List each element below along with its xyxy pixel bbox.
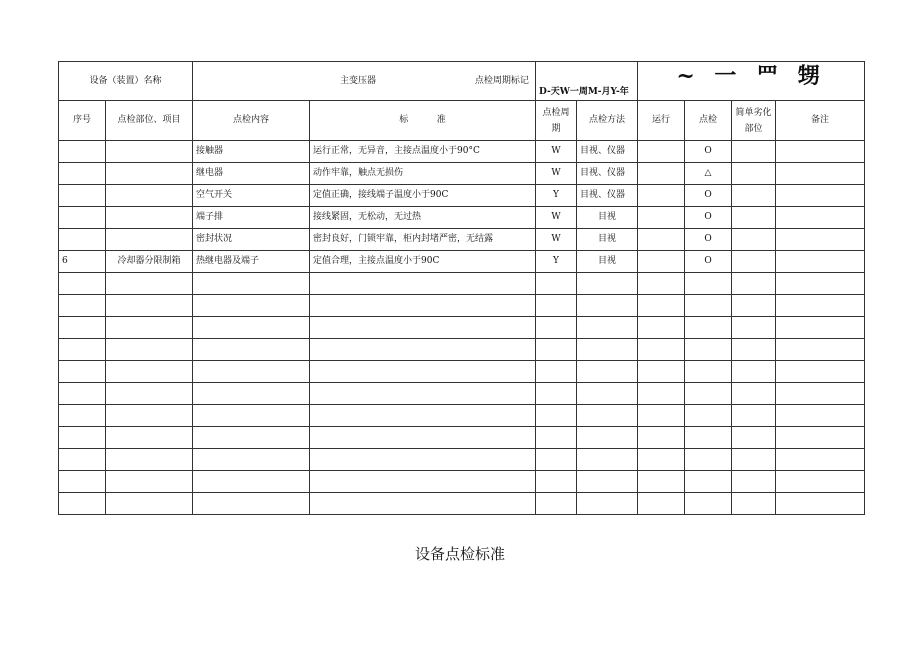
col-method: 点检方法 bbox=[577, 101, 638, 141]
column-header-row bbox=[59, 101, 865, 141]
row-method: 目视、仪器 bbox=[577, 141, 638, 163]
row-remark bbox=[776, 207, 865, 229]
row-period: Y bbox=[536, 251, 577, 273]
empty-row bbox=[59, 405, 865, 427]
row-running bbox=[638, 163, 685, 185]
row-content: 接触器 bbox=[193, 141, 310, 163]
col-standard: 标 准 bbox=[310, 101, 536, 141]
row-period: Y bbox=[536, 185, 577, 207]
row-standard: 定值合理，主接点温度小于90C bbox=[310, 251, 536, 273]
row-period: W bbox=[536, 141, 577, 163]
row-simple bbox=[732, 163, 776, 185]
row-period: W bbox=[536, 207, 577, 229]
row-part bbox=[106, 185, 193, 207]
row-remark bbox=[776, 251, 865, 273]
row-simple bbox=[732, 229, 776, 251]
row-running bbox=[638, 207, 685, 229]
empty-row bbox=[59, 317, 865, 339]
stamp-mark: ~ 一 罒 甥 bbox=[638, 62, 865, 101]
row-period: W bbox=[536, 163, 577, 185]
row-part: 冷却器分限制箱 bbox=[106, 251, 193, 273]
row-remark bbox=[776, 141, 865, 163]
row-check: △ bbox=[685, 163, 732, 185]
row-simple bbox=[732, 251, 776, 273]
col-period: 点检周期 bbox=[536, 101, 577, 141]
table-row bbox=[59, 207, 865, 229]
document-title: 设备点检标准 bbox=[414, 545, 505, 563]
col-part: 点检部位、项目 bbox=[106, 101, 193, 141]
empty-row bbox=[59, 427, 865, 449]
device-value: 主变压器 bbox=[340, 75, 377, 86]
col-remark: 备注 bbox=[776, 101, 865, 141]
row-running bbox=[638, 141, 685, 163]
col-content: 点检内容 bbox=[193, 101, 310, 141]
period-value: D-天W一周M-月Y-年 bbox=[536, 62, 638, 101]
inspection-grid bbox=[58, 61, 865, 515]
row-method: 目视、仪器 bbox=[577, 185, 638, 207]
device-name-cell bbox=[193, 62, 536, 101]
row-content: 继电器 bbox=[193, 163, 310, 185]
row-running bbox=[638, 229, 685, 251]
row-method: 目视 bbox=[577, 251, 638, 273]
row-check: O bbox=[685, 207, 732, 229]
row-running bbox=[638, 251, 685, 273]
row-method: 目视 bbox=[577, 229, 638, 251]
empty-row bbox=[59, 295, 865, 317]
row-check: O bbox=[685, 141, 732, 163]
row-standard: 定值正确，接线端子温度小于90C bbox=[310, 185, 536, 207]
row-seq bbox=[59, 185, 106, 207]
row-check: O bbox=[685, 251, 732, 273]
row-remark bbox=[776, 229, 865, 251]
row-part bbox=[106, 229, 193, 251]
row-simple bbox=[732, 185, 776, 207]
row-simple bbox=[732, 207, 776, 229]
row-seq bbox=[59, 163, 106, 185]
row-seq bbox=[59, 141, 106, 163]
row-part bbox=[106, 163, 193, 185]
table-row bbox=[59, 163, 865, 185]
row-period: W bbox=[536, 229, 577, 251]
row-standard: 密封良好，门锁牢靠，柜内封堵严密，无结露 bbox=[310, 229, 536, 251]
row-seq: 6 bbox=[59, 251, 106, 273]
col-check: 点检 bbox=[685, 101, 732, 141]
row-check: O bbox=[685, 185, 732, 207]
row-content: 密封状况 bbox=[193, 229, 310, 251]
row-check: O bbox=[685, 229, 732, 251]
col-running: 运行 bbox=[638, 101, 685, 141]
table-row bbox=[59, 251, 865, 273]
row-remark bbox=[776, 185, 865, 207]
row-part bbox=[106, 207, 193, 229]
row-seq bbox=[59, 207, 106, 229]
header-row bbox=[59, 62, 865, 101]
empty-row bbox=[59, 449, 865, 471]
device-label: 设备（装置）名称 bbox=[59, 62, 193, 101]
row-standard: 动作牢靠，触点无损伤 bbox=[310, 163, 536, 185]
row-content: 热继电器及端子 bbox=[193, 251, 310, 273]
empty-row bbox=[59, 383, 865, 405]
row-method: 目视 bbox=[577, 207, 638, 229]
empty-row bbox=[59, 273, 865, 295]
table-row bbox=[59, 185, 865, 207]
row-standard: 运行正常，无异音，主接点温度小于90°C bbox=[310, 141, 536, 163]
inspection-standard-table bbox=[58, 61, 864, 511]
row-part bbox=[106, 141, 193, 163]
empty-row bbox=[59, 493, 865, 515]
row-seq bbox=[59, 229, 106, 251]
row-method: 目视、仪器 bbox=[577, 163, 638, 185]
row-running bbox=[638, 185, 685, 207]
row-remark bbox=[776, 163, 865, 185]
empty-row bbox=[59, 339, 865, 361]
empty-row bbox=[59, 471, 865, 493]
row-content: 端子排 bbox=[193, 207, 310, 229]
empty-row bbox=[59, 361, 865, 383]
table-row bbox=[59, 229, 865, 251]
table-row bbox=[59, 141, 865, 163]
col-simple: 简单劣化部位 bbox=[732, 101, 776, 141]
col-seq: 序号 bbox=[59, 101, 106, 141]
row-simple bbox=[732, 141, 776, 163]
row-content: 空气开关 bbox=[193, 185, 310, 207]
row-standard: 接线紧固，无松动，无过热 bbox=[310, 207, 536, 229]
period-label: 点检周期标记 bbox=[474, 75, 529, 86]
